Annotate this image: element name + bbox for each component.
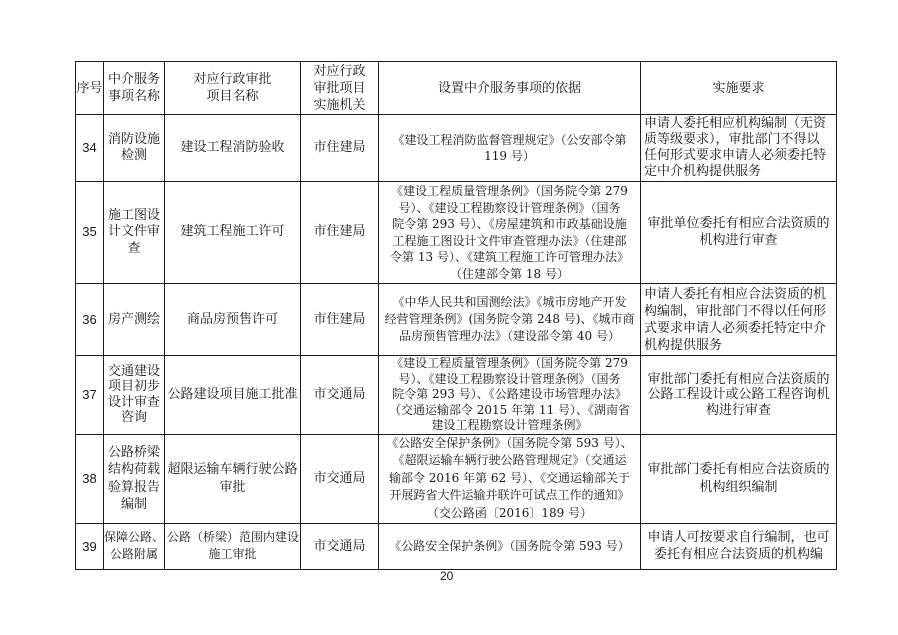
service-name: 交通建设 项目初步 设计审查 咨询 bbox=[104, 356, 165, 435]
implementation-requirement: 申请人委托相应机构编制（无资 质等级要求），审批部门不得以 任何形式要求申请人必须委托特 定中介机构提供服务 bbox=[641, 115, 837, 182]
service-name: 施工图设 计文件审 查 bbox=[104, 182, 165, 284]
row-number: 37 bbox=[76, 356, 104, 435]
header-service-basis: 设置中介服务事项的依据 bbox=[379, 62, 641, 115]
implementation-requirement: 申请人委托有相应合法资质的机 构编制，审批部门不得以任何形 式要求申请人必须委托特定中介 机构提供服务 bbox=[641, 284, 837, 356]
service-basis: 《公路安全保护条例》（国务院令第 593 号）、 《超限运输车辆行驶公路管理规定》（交通运 输部令 2016 年第 62 号）、《交通运输部关于 开展跨省大件运输并联许可试点工作的通知》 （交公路函〔2016〕189 号） bbox=[379, 434, 641, 523]
table-row bbox=[76, 182, 837, 284]
header-service-name: 中介服务 事项名称 bbox=[104, 62, 165, 115]
implementing-agency: 市住建局 bbox=[301, 284, 379, 356]
approval-item-name: 公路建设项目施工批准 bbox=[165, 356, 301, 435]
row-number: 39 bbox=[76, 523, 104, 569]
implementation-requirement: 审批部门委托有相应合法资质的 机构组织编制 bbox=[641, 434, 837, 523]
row-number: 36 bbox=[76, 284, 104, 356]
header-row-number: 序号 bbox=[76, 62, 104, 115]
approval-item-name: 商品房预售许可 bbox=[165, 284, 301, 356]
approval-item-name: 超限运输车辆行驶公路 审批 bbox=[165, 434, 301, 523]
row-number: 38 bbox=[76, 434, 104, 523]
page-number: 20 bbox=[440, 569, 454, 583]
implementation-requirement: 审批单位委托有相应合法资质的 机构进行审查 bbox=[641, 182, 837, 284]
service-basis: 《公路安全保护条例》（国务院令第 593 号） bbox=[379, 523, 641, 569]
table-row bbox=[76, 115, 837, 182]
table-row bbox=[76, 284, 837, 356]
header-implementation-requirement: 实施要求 bbox=[641, 62, 837, 115]
implementing-agency: 市住建局 bbox=[301, 115, 379, 182]
implementing-agency: 市交通局 bbox=[301, 356, 379, 435]
implementation-requirement: 审批部门委托有相应合法资质的 公路工程设计或公路工程咨询机 构进行审查 bbox=[641, 356, 837, 435]
header-approval-item: 对应行政审批 项目名称 bbox=[165, 62, 301, 115]
approval-item-name: 建设工程消防验收 bbox=[165, 115, 301, 182]
service-basis: 《中华人民共和国测绘法》《城市房地产开发 经营管理条例》(国务院令第 248 号)、《城市商 品房预售管理办法》（建设部令第 40 号） bbox=[379, 284, 641, 356]
intermediary-services-table bbox=[75, 61, 837, 570]
service-basis: 《建设工程质量管理条例》（国务院令第 279 号）、《建设工程勘察设计管理条例》（国务 院令第 293 号）、《房屋建筑和市政基础设施 工程施工图设计文件审查管理办法》（住建部 令第 13 号）、《建筑工程施工许可管理办法》 （住建部令第 18 号） bbox=[379, 182, 641, 284]
implementing-agency: 市交通局 bbox=[301, 434, 379, 523]
header-implementing-agency: 对应行政 审批项目 实施机关 bbox=[301, 62, 379, 115]
implementing-agency: 市交通局 bbox=[301, 523, 379, 569]
service-name: 公路桥梁 结构荷载 验算报告 编制 bbox=[104, 434, 165, 523]
approval-item-name: 公路（桥梁）范围内建设 施工审批 bbox=[165, 523, 301, 569]
table-header-row bbox=[76, 62, 837, 115]
row-number: 34 bbox=[76, 115, 104, 182]
table-row bbox=[76, 523, 837, 569]
table-row bbox=[76, 434, 837, 523]
implementing-agency: 市住建局 bbox=[301, 182, 379, 284]
service-name: 消防设施 检测 bbox=[104, 115, 165, 182]
implementation-requirement: 申请人可按要求自行编制，也可 委托有相应合法资质的机构编 bbox=[641, 523, 837, 569]
service-basis: 《建设工程质量管理条例》（国务院令第 279 号）、《建设工程勘察设计管理条例》（国务 院令第 293 号）、《公路建设市场管理办法》 （交通运输部令 2015 年第 11 号）、《湖南省 建设工程勘察设计管理条例》 bbox=[379, 356, 641, 435]
service-basis: 《建设工程消防监督管理规定》（公安部令第 119 号） bbox=[379, 115, 641, 182]
service-name: 房产测绘 bbox=[104, 284, 165, 356]
row-number: 35 bbox=[76, 182, 104, 284]
table-row bbox=[76, 356, 837, 435]
service-name: 保障公路、 公路附属 bbox=[104, 523, 165, 569]
approval-item-name: 建筑工程施工许可 bbox=[165, 182, 301, 284]
